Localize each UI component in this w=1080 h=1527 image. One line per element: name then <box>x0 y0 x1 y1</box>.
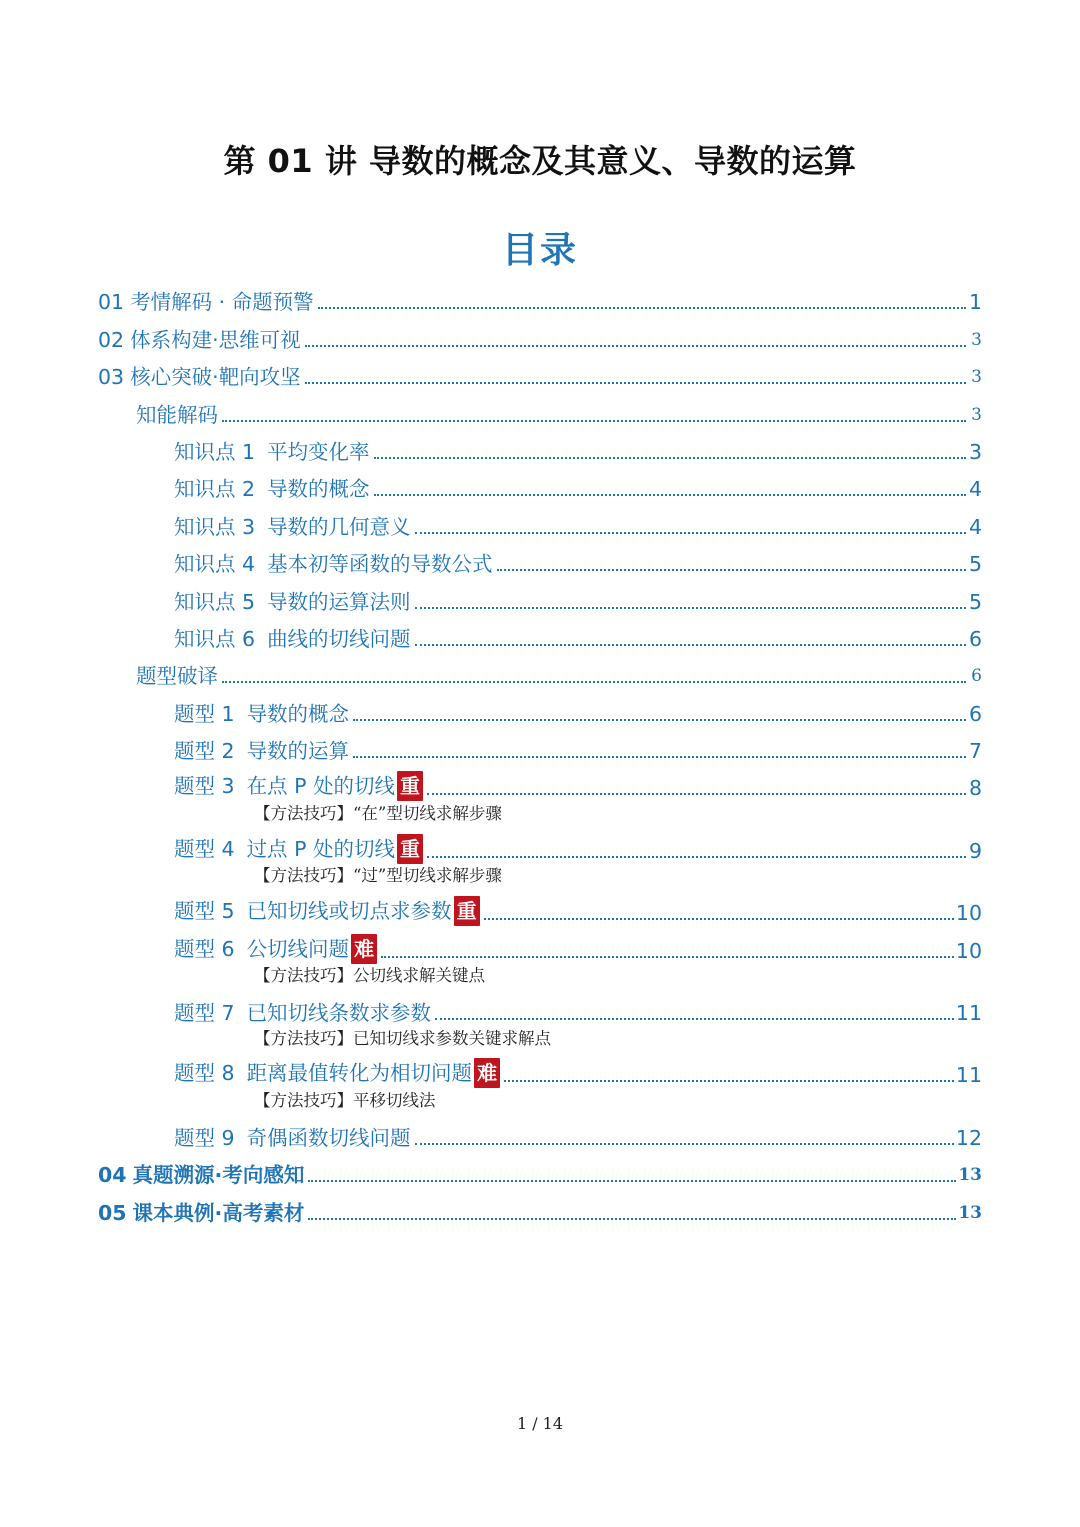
toc-entry-type-5[interactable]: 题型 5 已知切线或切点求参数 重 10 <box>98 889 982 926</box>
toc-entry-knowledge-4[interactable]: 知识点 4 基本初等函数的导数公式 5 <box>174 552 982 577</box>
dot-leader <box>374 494 966 496</box>
dot-leader <box>222 681 966 683</box>
page-number: 10 <box>955 901 982 926</box>
toc-entry-type-4[interactable]: 题型 4 过点 P 处的切线 重 9 <box>98 826 982 863</box>
page-number: 13 <box>958 1165 982 1186</box>
toc-entry-zhineng[interactable]: 知能解码 3 <box>136 402 982 427</box>
toc-entry-type-2[interactable]: 题型 2 导数的运算 7 <box>174 739 982 764</box>
document-title: 第 01 讲 导数的概念及其意义、导数的运算 <box>223 142 857 180</box>
page-number: 12 <box>955 1125 982 1150</box>
dot-leader <box>415 532 966 534</box>
page-number: 5 <box>968 552 982 577</box>
dot-leader <box>415 607 966 609</box>
page-number: 3 <box>971 404 982 425</box>
page-number: 3 <box>971 367 982 388</box>
method-tip: 【方法技巧】平移切线法 <box>254 1090 436 1110</box>
page-number: 4 <box>968 477 982 502</box>
toc-entry-type-8[interactable]: 题型 8 距离最值转化为相切问题 难 11 <box>98 1051 982 1088</box>
toc-entry-knowledge-6[interactable]: 知识点 6 曲线的切线问题 6 <box>174 626 982 651</box>
dot-leader <box>305 345 966 347</box>
page-number: 13 <box>958 1202 982 1223</box>
dot-leader <box>318 307 966 309</box>
page-number: 11 <box>955 1063 982 1088</box>
footer-page-number: 1 / 14 <box>516 1414 564 1433</box>
toc-entry-tixing[interactable]: 题型破译 6 <box>136 664 982 689</box>
page-number: 4 <box>968 514 982 539</box>
difficulty-badge: 难 <box>351 934 377 964</box>
dot-leader <box>353 756 966 758</box>
dot-leader <box>484 918 954 920</box>
toc-entry-knowledge-1[interactable]: 知识点 1 平均变化率 3 <box>174 439 982 464</box>
difficulty-badge: 重 <box>454 896 480 926</box>
dot-leader <box>427 856 966 858</box>
toc-entry-type-7[interactable]: 题型 7 已知切线条数求参数 11 <box>174 1001 982 1026</box>
page-number: 1 <box>968 290 982 315</box>
dot-leader <box>222 420 966 422</box>
dot-leader <box>353 719 966 721</box>
page-number: 5 <box>968 589 982 614</box>
page-number: 6 <box>968 701 982 726</box>
toc-entry-05[interactable]: 05 课本典例·高考素材 13 <box>98 1200 982 1225</box>
toc-entry-02[interactable]: 02 体系构建·思维可视 3 <box>98 327 982 352</box>
difficulty-badge: 重 <box>397 771 423 801</box>
dot-leader <box>308 1218 956 1220</box>
toc-entry-type-6[interactable]: 题型 6 公切线问题 难 10 <box>98 926 982 963</box>
dot-leader <box>415 1143 954 1145</box>
page-number: 6 <box>971 666 982 687</box>
toc-entry-knowledge-2[interactable]: 知识点 2 导数的概念 4 <box>174 477 982 502</box>
dot-leader <box>435 1018 954 1020</box>
toc-entry-type-9[interactable]: 题型 9 奇偶函数切线问题 12 <box>174 1125 982 1150</box>
page-number: 9 <box>968 838 982 863</box>
dot-leader <box>305 382 966 384</box>
toc-entry-01[interactable]: 01 考情解码 · 命题预警 1 <box>98 290 982 315</box>
method-tip: 【方法技巧】公切线求解关键点 <box>254 966 485 986</box>
toc-entry-03[interactable]: 03 核心突破·靶向攻坚 3 <box>98 365 982 390</box>
dot-leader <box>374 457 966 459</box>
toc-entry-knowledge-3[interactable]: 知识点 3 导数的几何意义 4 <box>174 514 982 539</box>
toc-entry-knowledge-5[interactable]: 知识点 5 导数的运算法则 5 <box>174 589 982 614</box>
method-tip: 【方法技巧】“在”型切线求解步骤 <box>254 803 502 823</box>
toc-entry-04[interactable]: 04 真题溯源·考向感知 13 <box>98 1163 982 1188</box>
method-tip: 【方法技巧】已知切线求参数关键求解点 <box>254 1028 551 1048</box>
page-number: 3 <box>968 439 982 464</box>
dot-leader <box>427 793 966 795</box>
page-number: 6 <box>968 626 982 651</box>
dot-leader <box>415 644 966 646</box>
page-number: 8 <box>968 776 982 801</box>
dot-leader <box>504 1080 954 1082</box>
toc-heading: 目录 <box>501 230 578 271</box>
page-number: 7 <box>968 739 982 764</box>
table-of-contents <box>98 278 982 1226</box>
page-number: 11 <box>955 1001 982 1026</box>
dot-leader <box>381 956 954 958</box>
dot-leader <box>497 569 966 571</box>
difficulty-badge: 难 <box>474 1058 500 1088</box>
method-tip: 【方法技巧】“过”型切线求解步骤 <box>254 866 502 886</box>
page-number: 10 <box>955 938 982 963</box>
toc-entry-type-3[interactable]: 题型 3 在点 P 处的切线 重 8 <box>98 764 982 801</box>
toc-entry-type-1[interactable]: 题型 1 导数的概念 6 <box>174 701 982 726</box>
page-number: 3 <box>971 329 982 350</box>
difficulty-badge: 重 <box>397 834 423 864</box>
dot-leader <box>308 1180 956 1182</box>
